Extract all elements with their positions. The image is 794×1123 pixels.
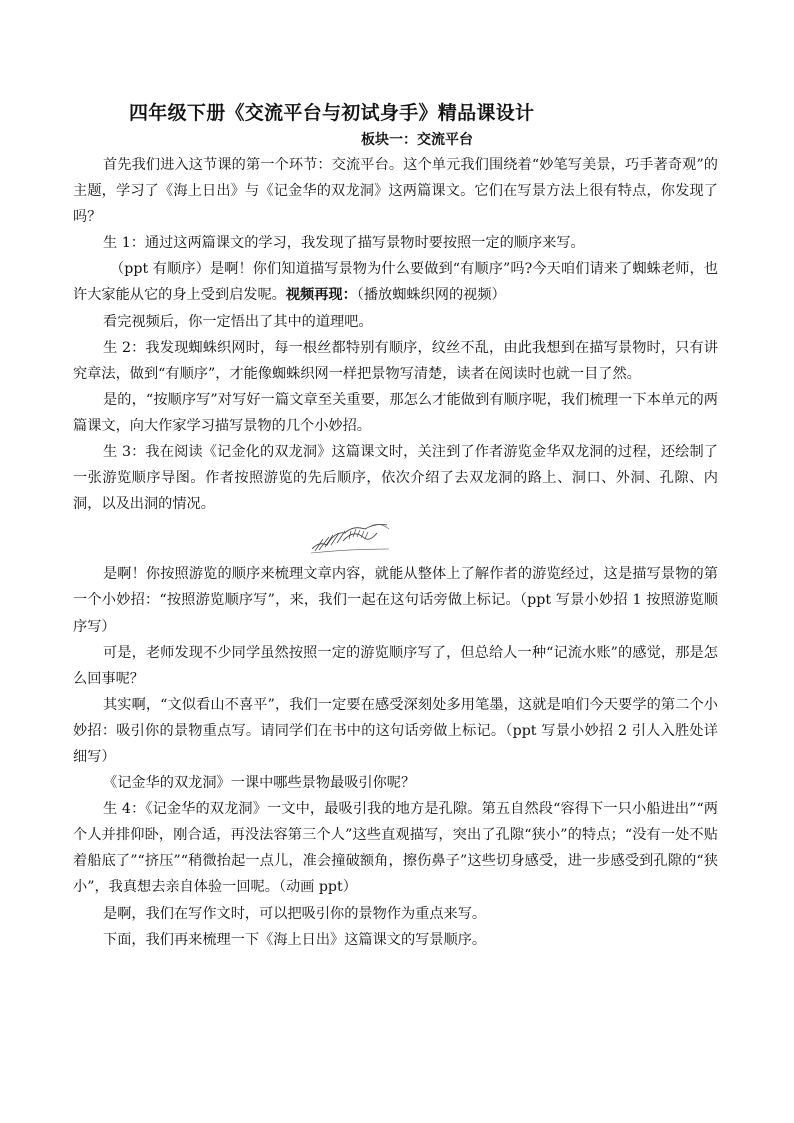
paragraph-10: 其实啊，“文似看山不喜平”，我们一定要在感受深刻处多用笔墨，这就是咱们今天要学的第二个小妙招：吸引你的景物重点写。请同学们在书中的这句话旁做上标记。（ppt 写景小妙招 2 引人入胜处详细写） — [73, 696, 718, 765]
paragraph-9: 可是，老师发现不少同学虽然按照一定的游览顺序写了，但总给人一种“记流水账”的感觉，那是怎么回事呢？ — [73, 644, 718, 687]
paragraph-3-note: （播放蜘蛛织网的视频） — [356, 287, 506, 304]
paragraph-14: 下面，我们再来梳理一下《海上日出》这篇课文的写景顺序。 — [103, 931, 487, 948]
paragraph-13: 是啊，我们在写作文时，可以把吸引你的景物作为重点来写。 — [103, 905, 487, 922]
document-title: 四年级下册《交流平台与初试身手》精品课设计 — [129, 102, 535, 124]
paragraph-3 — [73, 256, 718, 308]
paragraph-1: 首先我们进入这节课的第一个环节：交流平台。这个单元我们围绕着“妙笔写美景，巧手著奇观”的主题，学习了《海上日出》与《记金华的双龙洞》这两篇课文。它们在写景方法上很有特点，你发现了吗？ — [73, 157, 718, 226]
paragraph-2: 生 1：通过这两篇课文的学习，我发现了描写景物时要按照一定的顺序来写。 — [103, 235, 585, 252]
paragraph-5: 生 2：我发现蜘蛛织网时，每一根丝都特别有顺序，纹丝不乱，由此我想到在描写景物时，只有讲究章法，做到“有顺序”，才能像蜘蛛织网一样把景物写清楚，读者在阅读时也就一目了然。 — [73, 339, 718, 382]
tour-sketch-icon — [309, 519, 391, 555]
tour-map-figure — [73, 517, 718, 561]
document-body — [73, 152, 718, 953]
paragraph-7: 生 3：我在阅读《记金化的双龙洞》这篇课文时，关注到了作者游览金华双龙洞的过程，还绘制了一张游览顺序导图。作者按照游览的先后顺序，依次介绍了去双龙洞的路上、洞口、外洞、孔隙、内洞，以及出洞的情况。 — [73, 444, 718, 513]
paragraph-8: 是啊！你按照游览的顺序来梳理文章内容，就能从整体上了解作者的游览经过，这是描写景物的第一个小妙招：“按照游览顺序写”，来，我们一起在这句话旁做上标记。（ppt 写景小妙招 1 按照游览顺序写） — [73, 566, 718, 635]
paragraph-4: 看完视频后，你一定悟出了其中的道理吧。 — [103, 313, 373, 330]
paragraph-6: 是的，“按顺序写”对写好一篇文章至关重要，那怎么才能做到有顺序呢，我们梳理一下本单元的两篇课文，向大作家学习描写景物的几个小妙招。 — [73, 391, 718, 434]
paragraph-12: 生 4：《记金华的双龙洞》一文中，最吸引我的地方是孔隙。第五自然段“容得下一只小船进出”“两个人并排仰卧，刚合适，再没法容第三个人”这些直观描写，突出了孔隙“狭小”的特点；“没有一处不贴着船底了”“挤压”“稍微抬起一点儿，准会撞破额角，擦伤鼻子”这些切身感受，进一步感受到孔隙的“狭小”，我真想去亲自体验一回呢。（动画 ppt） — [73, 801, 718, 896]
section-heading: 板块一：交流平台 — [361, 132, 473, 148]
video-label: 视频再现： — [285, 287, 357, 304]
paragraph-3-text: （ppt 有顺序）是啊！你们知道描写景物为什么要做到“有顺序”吗?今天咱们请来了蜘蛛老师，也许大家能从它的身上受到启发呢。 — [73, 261, 718, 304]
paragraph-11: 《记金华的双龙洞》一课中哪些景物最吸引你呢？ — [103, 775, 416, 792]
